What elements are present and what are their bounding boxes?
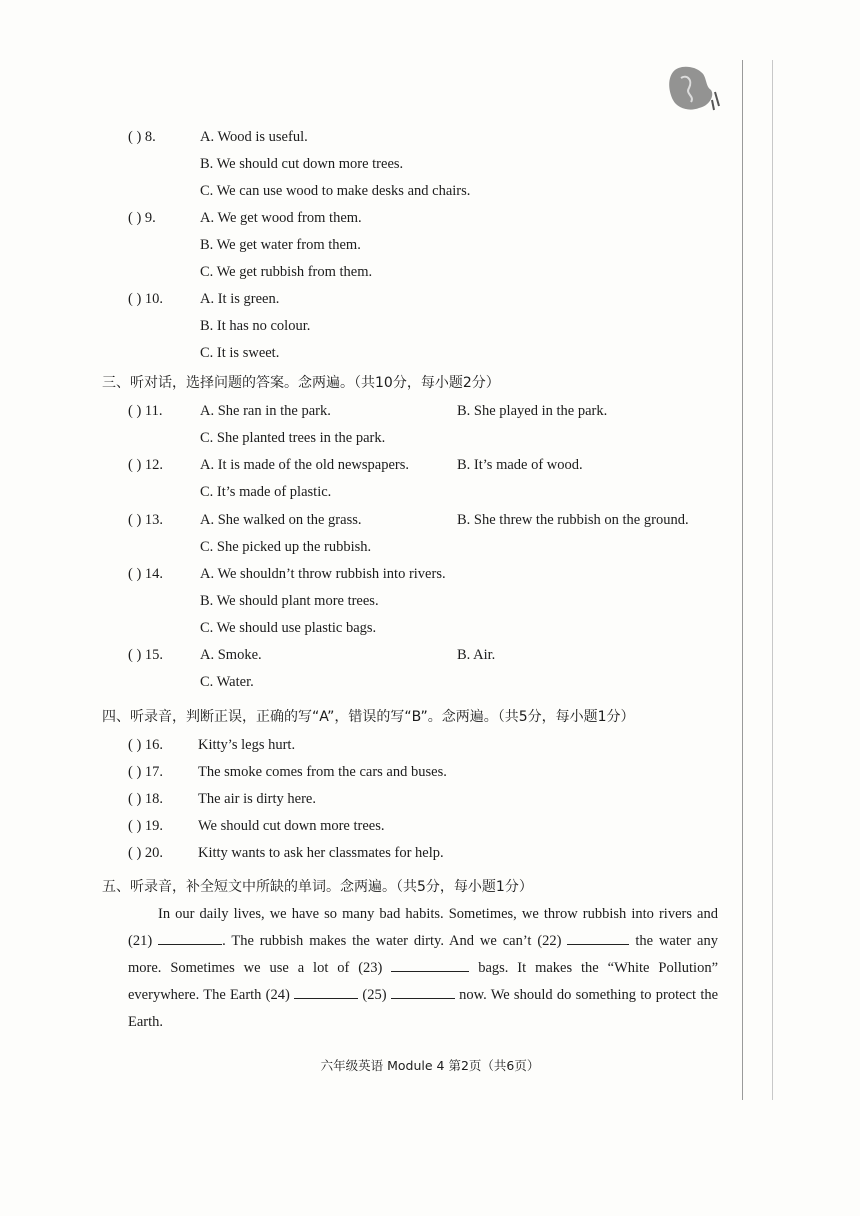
question-20 xyxy=(128,844,444,862)
passage-text-2: . The rubbish makes the water dirty. And we can’t (22) xyxy=(222,933,562,949)
question-number: ( ) 14. xyxy=(128,566,164,582)
question-16 xyxy=(128,736,295,754)
blank-25[interactable] xyxy=(391,984,455,999)
cloze-passage xyxy=(128,901,718,1036)
option-a: A. Smoke. xyxy=(200,647,262,663)
option-c: C. We can use wood to make desks and chairs. xyxy=(200,183,471,199)
statement-text: The air is dirty here. xyxy=(198,791,316,807)
question-8 xyxy=(128,128,308,146)
option-b: B. Air. xyxy=(457,647,496,663)
option-a: A. It is green. xyxy=(200,291,280,307)
question-11 xyxy=(128,402,331,420)
statement-text: Kitty’s legs hurt. xyxy=(198,737,296,753)
passage-text-6: now. We should do something to protect the Earth. xyxy=(128,987,719,1030)
blank-24[interactable] xyxy=(294,984,358,999)
option-b: B. We should cut down more trees. xyxy=(200,156,404,172)
question-19 xyxy=(128,817,384,835)
passage-text-4: bags. It makes the “White Pollution” everywhere. The Earth (24) xyxy=(128,960,719,1003)
option-b: B. She threw the rubbish on the ground. xyxy=(457,512,689,528)
option-c: C. Water. xyxy=(200,674,254,690)
option-a: A. Wood is useful. xyxy=(200,129,308,145)
question-number: ( ) 17. xyxy=(128,764,164,780)
option-c: C. We get rubbish from them. xyxy=(200,264,373,280)
blank-23[interactable] xyxy=(391,957,469,972)
section-4-heading: 四、听录音，判断正误，正确的写“A”，错误的写“B”。念两遍。（共5分，每小题1分） xyxy=(102,709,635,725)
question-number: ( ) 12. xyxy=(128,457,164,473)
question-13 xyxy=(128,511,361,529)
question-number: ( ) 8. xyxy=(128,129,156,145)
question-number: ( ) 10. xyxy=(128,291,164,307)
question-10 xyxy=(128,290,279,308)
option-b: B. It has no colour. xyxy=(200,318,311,334)
question-number: ( ) 13. xyxy=(128,512,164,528)
question-12 xyxy=(128,456,409,474)
question-number: ( ) 16. xyxy=(128,737,164,753)
question-18 xyxy=(128,790,316,808)
question-number: ( ) 15. xyxy=(128,647,164,663)
question-15 xyxy=(128,646,262,664)
question-14 xyxy=(128,565,446,583)
question-number: ( ) 18. xyxy=(128,791,164,807)
question-number: ( ) 20. xyxy=(128,845,164,861)
page-edge-line xyxy=(742,60,743,1100)
option-c: C. We should use plastic bags. xyxy=(200,620,377,636)
page-edge-line-2 xyxy=(772,60,773,1100)
section-5-heading: 五、听录音，补全短文中所缺的单词。念两遍。（共5分，每小题1分） xyxy=(102,879,533,895)
statement-text: The smoke comes from the cars and buses. xyxy=(198,764,447,780)
question-number: ( ) 19. xyxy=(128,818,164,834)
option-a: A. We shouldn’t throw rubbish into rivers. xyxy=(200,566,446,582)
option-a: A. It is made of the old newspapers. xyxy=(200,457,409,473)
passage-text-5: (25) xyxy=(362,987,387,1003)
section-3-heading: 三、听对话，选择问题的答案。念两遍。（共10分，每小题2分） xyxy=(102,375,500,391)
question-17 xyxy=(128,763,447,781)
option-c: C. It is sweet. xyxy=(200,345,280,361)
blank-21[interactable] xyxy=(158,930,222,945)
option-b: B. It’s made of wood. xyxy=(457,457,583,473)
option-a: A. She walked on the grass. xyxy=(200,512,362,528)
blank-22[interactable] xyxy=(567,930,629,945)
option-a: A. She ran in the park. xyxy=(200,403,331,419)
option-c: C. She planted trees in the park. xyxy=(200,430,386,446)
option-b: B. We get water from them. xyxy=(200,237,361,253)
passage-text-1: In our daily lives, we have so many bad habits. Sometimes, we throw rubbish into rivers and (21) xyxy=(128,906,718,949)
question-number: ( ) 11. xyxy=(128,403,163,419)
statement-text: We should cut down more trees. xyxy=(198,818,385,834)
ink-stain-mark xyxy=(665,62,725,114)
option-a: A. We get wood from them. xyxy=(200,210,362,226)
option-c: C. She picked up the rubbish. xyxy=(200,539,372,555)
question-9 xyxy=(128,209,362,227)
passage-text-3: the water any more. Sometimes we use a lot of (23) xyxy=(128,933,718,976)
option-b: B. We should plant more trees. xyxy=(200,593,379,609)
option-c: C. It’s made of plastic. xyxy=(200,484,332,500)
statement-text: Kitty wants to ask her classmates for help. xyxy=(198,845,444,861)
option-b: B. She played in the park. xyxy=(457,403,608,419)
page-footer: 六年级英语 Module 4 第2页（共6页） xyxy=(320,1058,540,1073)
question-number: ( ) 9. xyxy=(128,210,156,226)
